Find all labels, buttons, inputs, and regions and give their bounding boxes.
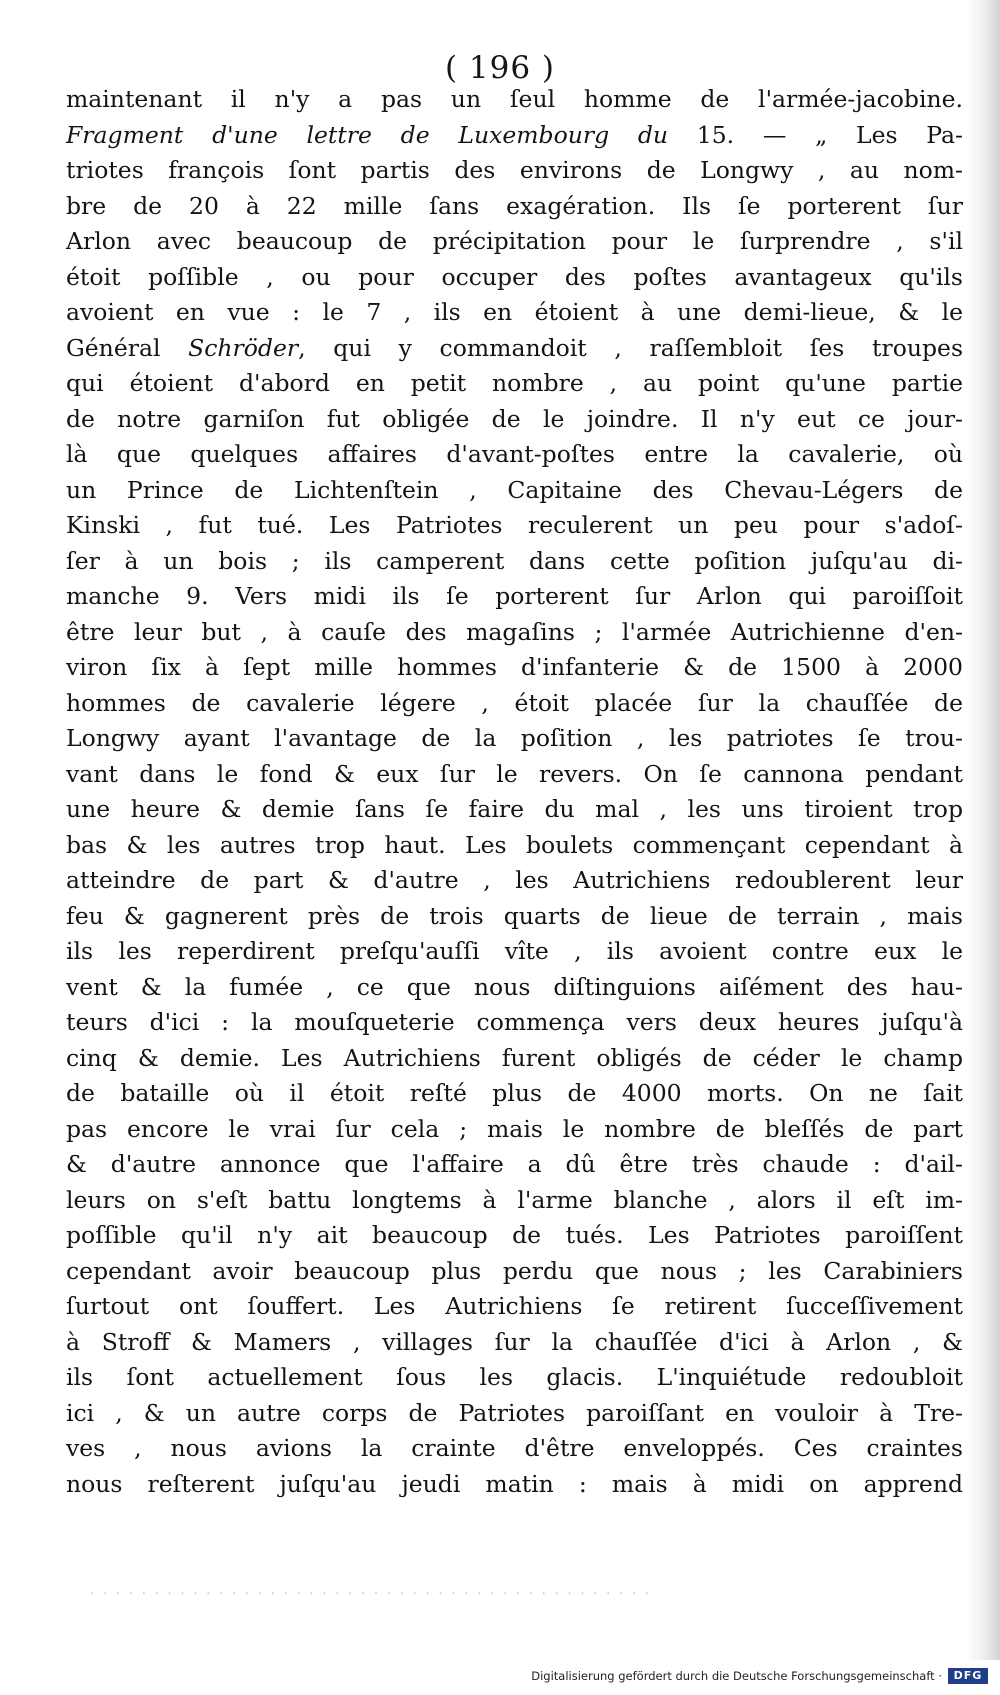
- text-line: qui étoient d'abord en petit nombre , au point qu'une partie: [66, 369, 963, 397]
- text-line: Longwy ayant l'avantage de la poſition , les patriotes ſe trou-: [66, 724, 963, 752]
- text-line: bas & les autres trop haut. Les boulets commençant cependant à: [66, 830, 963, 859]
- text-line: maintenant il n'y a pas un ſeul homme de l'armée-jacobine.: [66, 85, 963, 113]
- text-line: étoit poſſible , ou pour occuper des poſtes avantageux qu'ils: [66, 262, 963, 291]
- italic-heading: Fragment d'une lettre de Luxembourg du: [66, 120, 669, 149]
- text-line: atteindre de part & d'autre , les Autrichiens redoublerent leur: [66, 866, 963, 894]
- text-line: manche 9. Vers midi ils ſe porterent ſur Arlon qui paroiſſoit: [66, 582, 963, 610]
- text-line: leurs on s'eſt battu longtems à l'arme blanche , alors il eſt im-: [66, 1185, 963, 1214]
- text-line: [66, 331, 963, 367]
- text-line: Arlon avec beaucoup de précipitation pour le ſurprendre , s'il: [66, 227, 963, 255]
- text-line: cinq & demie. Les Autrichiens furent obligés de céder le champ: [66, 1043, 963, 1072]
- text-line: de notre garniſon fut obligée de le joindre. Il n'y eut ce jour-: [66, 404, 963, 433]
- text-line: de bataille où il étoit reſté plus de 4000 morts. On ne ſait: [66, 1079, 963, 1107]
- text-line: ils les reperdirent preſqu'auſſi vîte , ils avoient contre eux le: [66, 937, 963, 965]
- show-through-text: · · · · · · · · · · · · · · · · · · · · · · · · · · · · · · · · · · · · · · · · · · · ·: [90, 1586, 652, 1602]
- text-line: à Stroff & Mamers , villages ſur la chauſſée d'ici à Arlon , &: [66, 1327, 963, 1356]
- text-line: ves , nous avions la crainte d'être enveloppés. Ces craintes: [66, 1434, 963, 1462]
- text-line: être leur but , à cauſe des magaſins ; l'armée Autrichienne d'en-: [66, 617, 963, 646]
- text-line: & d'autre annonce que l'affaire a dû être très chaude : d'ail-: [66, 1150, 963, 1178]
- text-line: pas encore le vrai ſur cela ; mais le nombre de bleſſés de part: [66, 1114, 963, 1143]
- page-number: ( 196 ): [444, 50, 556, 86]
- text-line: Kinski , fut tué. Les Patriotes reculerent un peu pour s'adoſ-: [66, 511, 963, 539]
- text-line: ils ſont actuellement ſous les glacis. L'inquiétude redoubloit: [66, 1363, 963, 1391]
- line-text: Général: [66, 333, 189, 362]
- text-line: ſurtout ont ſouffert. Les Autrichiens ſe retirent ſucceſſivement: [66, 1292, 963, 1320]
- text-line: [66, 118, 963, 154]
- page-spine-shadow: [966, 0, 1000, 1660]
- text-line: nous reſterent juſqu'au jeudi matin : mais à midi on apprend: [66, 1469, 963, 1498]
- digitization-credit: Digitalisierung gefördert durch die Deutsche Forschungsgemeinschaft ·: [531, 1669, 942, 1683]
- line-text: , qui y commandoit , raſſembloit ſes troupes: [298, 333, 963, 362]
- text-line: ſer à un bois ; ils camperent dans cette poſition juſqu'au di-: [66, 546, 963, 575]
- text-line: vent & la fumée , ce que nous diſtinguions aiſément des hau-: [66, 972, 963, 1001]
- body-text: [66, 82, 963, 1502]
- text-line: ici , & un autre corps de Patriotes paroiſſant en vouloir à Tre-: [66, 1398, 963, 1427]
- text-line: cependant avoir beaucoup plus perdu que nous ; les Carabiniers: [66, 1256, 963, 1285]
- line-text: 15. — „ Les Pa-: [668, 120, 963, 149]
- text-line: une heure & demie ſans ſe faire du mal , les uns tiroient trop: [66, 795, 963, 823]
- text-line: vant dans le fond & eux ſur le revers. On ſe cannona pendant: [66, 759, 963, 788]
- text-line: hommes de cavalerie légere , étoit placée ſur la chauſſée de: [66, 688, 963, 717]
- text-line: feu & gagnerent près de trois quarts de lieue de terrain , mais: [66, 901, 963, 930]
- italic-name: Schröder: [188, 333, 299, 362]
- text-line: teurs d'ici : la mouſqueterie commença vers deux heures juſqu'à: [66, 1008, 963, 1036]
- text-line: avoient en vue : le 7 , ils en étoient à une demi-lieue, & le: [66, 298, 963, 326]
- text-line: poſſible qu'il n'y ait beaucoup de tués. Les Patriotes paroiſſent: [66, 1221, 963, 1249]
- text-line: là que quelques affaires d'avant-poſtes entre la cavalerie, où: [66, 440, 963, 468]
- dfg-logo: DFG: [948, 1668, 988, 1684]
- text-line: triotes françois ſont partis des environs de Longwy , au nom-: [66, 156, 963, 184]
- text-line: un Prince de Lichtenſtein , Capitaine des Chevau-Légers de: [66, 475, 963, 504]
- text-line: bre de 20 à 22 mille ſans exagération. Ils ſe porterent ſur: [66, 191, 963, 220]
- text-line: viron ſix à ſept mille hommes d'infanterie & de 1500 à 2000: [66, 653, 963, 681]
